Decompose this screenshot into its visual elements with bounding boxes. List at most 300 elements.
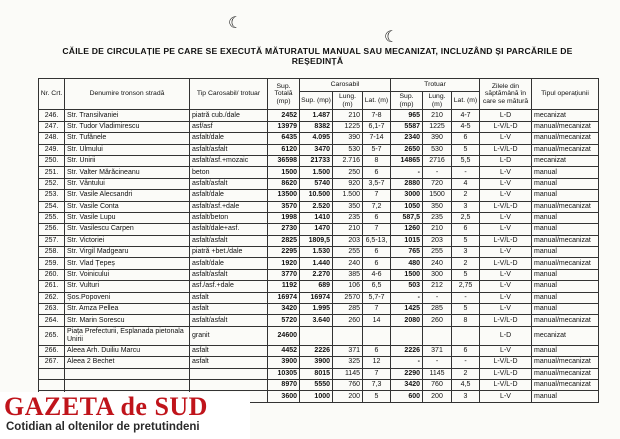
- header-operatii: Tipul operațiunii: [532, 79, 599, 110]
- cell-c-lat: 6: [363, 167, 391, 178]
- cell-op: manual/mecanizat: [532, 133, 599, 144]
- cell-nr: 248.: [39, 133, 65, 144]
- cell-t-lung: 1500: [423, 190, 452, 201]
- cell-t-sup: -: [391, 292, 423, 303]
- cell-t-sup: 2226: [391, 345, 423, 356]
- cell-c-lung: 210: [333, 224, 363, 235]
- cell-op: manual: [532, 269, 599, 280]
- cell-c-lung: 240: [333, 258, 363, 269]
- cell-op: manual/mecanizat: [532, 357, 599, 368]
- cell-nr: 261.: [39, 281, 65, 292]
- cell-op: mecanizat: [532, 110, 599, 121]
- table-row: [39, 379, 599, 390]
- cell-t-sup: 587,5: [391, 212, 423, 223]
- cell-t-sup: 965: [391, 110, 423, 121]
- cell-nr: [39, 368, 65, 379]
- cell-name: Str. Virgil Madgearu: [65, 247, 190, 258]
- cell-c-lung: 203: [333, 235, 363, 246]
- cell-total: 1920: [268, 258, 300, 269]
- cell-nr: 255.: [39, 212, 65, 223]
- cell-op: manual/mecanizat: [532, 258, 599, 269]
- cell-zile: L-V/L-D: [480, 357, 532, 368]
- cell-t-lung: 235: [423, 212, 452, 223]
- cell-zile: L-V/L-D: [480, 121, 532, 132]
- cell-nr: 267.: [39, 357, 65, 368]
- cell-c-lat: 6: [363, 212, 391, 223]
- cell-zile: L-V: [480, 178, 532, 189]
- cell-c-lung: 1.500: [333, 190, 363, 201]
- table-row: [39, 304, 599, 315]
- cell-c-lat: 14: [363, 315, 391, 326]
- cell-name: Str. Valter Mărăcineanu: [65, 167, 190, 178]
- cell-type: [190, 379, 268, 390]
- cell-name: Str. Voinicului: [65, 269, 190, 280]
- header-zile: Zilele din săptămână în care se mătură: [480, 79, 532, 110]
- cell-t-lat: 6: [452, 133, 480, 144]
- crescent-mark-icon: ☾: [228, 15, 243, 32]
- cell-c-sup: 1000: [300, 391, 333, 402]
- cell-type: asfalt/asf.+dale: [190, 201, 268, 212]
- cell-c-lat: 4-6: [363, 269, 391, 280]
- cell-t-sup: 1500: [391, 269, 423, 280]
- cell-type: asfalt/dale: [190, 258, 268, 269]
- cell-t-lung: -: [423, 357, 452, 368]
- header-t-sup: Sup. (mp): [391, 92, 423, 110]
- cell-zile: L-V/L-D: [480, 144, 532, 155]
- cell-op: manual: [532, 281, 599, 292]
- cell-op: mecanizat: [532, 326, 599, 345]
- table-row: [39, 315, 599, 326]
- header-c-lat: Lat. (m): [363, 92, 391, 110]
- cell-t-lung: 285: [423, 304, 452, 315]
- cell-t-lung: 212: [423, 281, 452, 292]
- cell-op: manual: [532, 391, 599, 402]
- cell-c-sup: 1470: [300, 224, 333, 235]
- cell-t-lung: 240: [423, 258, 452, 269]
- crescent-mark-icon: ☾: [384, 29, 399, 46]
- cell-c-lung: [333, 326, 363, 345]
- cell-name: Str. Tudor Vladimirescu: [65, 121, 190, 132]
- cell-c-lat: 7-8: [363, 110, 391, 121]
- cell-op: manual: [532, 304, 599, 315]
- cell-c-sup: 1.440: [300, 258, 333, 269]
- cell-c-lat: 6: [363, 258, 391, 269]
- cell-t-lat: 4-5: [452, 121, 480, 132]
- header-name: Denumire tronson stradă: [65, 79, 190, 110]
- cell-name: [65, 368, 190, 379]
- cell-op: manual/mecanizat: [532, 144, 599, 155]
- cell-t-lat: 5: [452, 235, 480, 246]
- cell-t-lung: 390: [423, 133, 452, 144]
- cell-type: asfalt/asfalt: [190, 315, 268, 326]
- cell-zile: L-V: [480, 292, 532, 303]
- cell-type: asfalt/asfalt: [190, 144, 268, 155]
- cell-type: asfalt/asfalt: [190, 235, 268, 246]
- cell-zile: L-V: [480, 345, 532, 356]
- cell-t-sup: 765: [391, 247, 423, 258]
- cell-nr: 262.: [39, 292, 65, 303]
- cell-total: 3420: [268, 304, 300, 315]
- header-t-lung: Lung. (m): [423, 92, 452, 110]
- cell-nr: 249.: [39, 144, 65, 155]
- table-row: [39, 368, 599, 379]
- cell-type: piatră cub./dale: [190, 110, 268, 121]
- cell-type: granit: [190, 326, 268, 345]
- cell-c-sup: 1.530: [300, 247, 333, 258]
- cell-name: [65, 379, 190, 390]
- cell-c-lat: 7: [363, 224, 391, 235]
- cell-c-sup: 1.995: [300, 304, 333, 315]
- cell-nr: 251.: [39, 167, 65, 178]
- cell-c-lung: 390: [333, 133, 363, 144]
- streets-table: [38, 78, 599, 403]
- cell-t-lat: 2,75: [452, 281, 480, 292]
- table-row: [39, 235, 599, 246]
- cell-c-lat: 3,5-7: [363, 178, 391, 189]
- cell-c-sup: 689: [300, 281, 333, 292]
- header-t-lat: Lat. (m): [452, 92, 480, 110]
- cell-t-lung: 200: [423, 391, 452, 402]
- cell-zile: L-V/L-D: [480, 235, 532, 246]
- cell-c-lung: 760: [333, 379, 363, 390]
- cell-t-lung: 1225: [423, 121, 452, 132]
- cell-t-lat: 4-7: [452, 110, 480, 121]
- cell-total: 6120: [268, 144, 300, 155]
- table-row: [39, 201, 599, 212]
- cell-nr: 247.: [39, 121, 65, 132]
- cell-total: 8620: [268, 178, 300, 189]
- newspaper-logo: [0, 392, 250, 439]
- cell-zile: L-V: [480, 167, 532, 178]
- table-row: [39, 247, 599, 258]
- title-line-1: CĂILE DE CIRCULAȚIE PE CARE SE EXECUTĂ MĂTURATUL MANUAL SAU MECANIZAT, INCLUZÂND ȘI PARCĂRILE DE: [62, 46, 573, 56]
- cell-t-lung: 720: [423, 178, 452, 189]
- cell-c-lung: 1145: [333, 368, 363, 379]
- cell-name: Aleea 2 Bechet: [65, 357, 190, 368]
- cell-zile: L-V: [480, 269, 532, 280]
- cell-type: piatră +bet./dale: [190, 247, 268, 258]
- cell-t-lung: -: [423, 292, 452, 303]
- cell-c-lat: 7,2: [363, 201, 391, 212]
- cell-name: Str. Tufănele: [65, 133, 190, 144]
- cell-t-lung: 260: [423, 315, 452, 326]
- cell-t-sup: 2290: [391, 368, 423, 379]
- cell-t-sup: 5587: [391, 121, 423, 132]
- cell-total: 2295: [268, 247, 300, 258]
- cell-op: manual: [532, 178, 599, 189]
- cell-zile: L-V: [480, 224, 532, 235]
- cell-op: manual/mecanizat: [532, 379, 599, 390]
- cell-type: asfalt: [190, 357, 268, 368]
- cell-total: 10305: [268, 368, 300, 379]
- cell-op: manual: [532, 167, 599, 178]
- cell-zile: L-V: [480, 133, 532, 144]
- cell-t-sup: 1425: [391, 304, 423, 315]
- cell-t-sup: 14865: [391, 155, 423, 166]
- cell-type: asfalt: [190, 304, 268, 315]
- cell-op: manual/mecanizat: [532, 201, 599, 212]
- table-row: [39, 155, 599, 166]
- cell-nr: 254.: [39, 201, 65, 212]
- cell-op: manual: [532, 190, 599, 201]
- cell-t-lung: [423, 326, 452, 345]
- cell-type: asf/asf: [190, 121, 268, 132]
- cell-name: Str. Vlad Țepeș: [65, 258, 190, 269]
- cell-t-sup: 1260: [391, 224, 423, 235]
- cell-op: manual/mecanizat: [532, 315, 599, 326]
- cell-t-sup: 1015: [391, 235, 423, 246]
- cell-t-lung: 530: [423, 144, 452, 155]
- cell-total: 24600: [268, 326, 300, 345]
- cell-nr: 266.: [39, 345, 65, 356]
- cell-t-lat: 5: [452, 144, 480, 155]
- cell-t-lat: -: [452, 167, 480, 178]
- cell-t-lung: 300: [423, 269, 452, 280]
- cell-c-sup: 3470: [300, 144, 333, 155]
- cell-nr: 263.: [39, 304, 65, 315]
- cell-total: 8970: [268, 379, 300, 390]
- cell-nr: 264.: [39, 315, 65, 326]
- cell-name: Aleea Arh. Duiliu Marcu: [65, 345, 190, 356]
- cell-name: Str. Vântului: [65, 178, 190, 189]
- cell-c-lat: 7: [363, 190, 391, 201]
- cell-t-sup: -: [391, 167, 423, 178]
- document-title: [40, 46, 595, 66]
- cell-zile: L-V/L-D: [480, 379, 532, 390]
- cell-type: asf./asf.+dale: [190, 281, 268, 292]
- cell-total: 3900: [268, 357, 300, 368]
- cell-c-lung: 200: [333, 391, 363, 402]
- cell-zile: L-D: [480, 155, 532, 166]
- table-row: [39, 190, 599, 201]
- cell-total: 1998: [268, 212, 300, 223]
- cell-nr: 256.: [39, 224, 65, 235]
- cell-total: 2452: [268, 110, 300, 121]
- logo-name: GAZETA de SUD: [4, 392, 208, 421]
- cell-zile: L-V: [480, 304, 532, 315]
- cell-t-lung: 1145: [423, 368, 452, 379]
- cell-zile: L-V: [480, 281, 532, 292]
- table-body: [39, 110, 599, 402]
- cell-op: manual: [532, 224, 599, 235]
- cell-t-lat: 5: [452, 304, 480, 315]
- cell-c-lat: 7,3: [363, 379, 391, 390]
- cell-t-lat: -: [452, 292, 480, 303]
- cell-t-lat: 3: [452, 247, 480, 258]
- cell-total: 3770: [268, 269, 300, 280]
- header-nr: Nr. Crt.: [39, 79, 65, 110]
- cell-total: 13500: [268, 190, 300, 201]
- cell-t-lat: 5: [452, 269, 480, 280]
- cell-c-lat: 5,7-7: [363, 292, 391, 303]
- cell-t-lat: 3: [452, 391, 480, 402]
- cell-t-lat: 2: [452, 258, 480, 269]
- cell-c-lung: 106: [333, 281, 363, 292]
- cell-type: beton: [190, 167, 268, 178]
- cell-total: 36598: [268, 155, 300, 166]
- cell-name: Str. Vasile Conta: [65, 201, 190, 212]
- cell-c-lung: 260: [333, 315, 363, 326]
- cell-name: Str. Amza Pellea: [65, 304, 190, 315]
- cell-t-sup: 1050: [391, 201, 423, 212]
- cell-t-lat: 4: [452, 178, 480, 189]
- cell-zile: L-V: [480, 212, 532, 223]
- cell-c-sup: 16974: [300, 292, 333, 303]
- cell-c-lat: 7-14: [363, 133, 391, 144]
- cell-t-lung: 255: [423, 247, 452, 258]
- cell-name: Str. Vasile Alecsandri: [65, 190, 190, 201]
- cell-c-sup: 2.270: [300, 269, 333, 280]
- cell-t-lung: -: [423, 167, 452, 178]
- cell-zile: L-V: [480, 190, 532, 201]
- cell-type: asfalt/dale+asf.: [190, 224, 268, 235]
- cell-t-sup: 3000: [391, 190, 423, 201]
- cell-c-sup: 1410: [300, 212, 333, 223]
- cell-c-sup: 1.500: [300, 167, 333, 178]
- cell-c-sup: 2.520: [300, 201, 333, 212]
- cell-op: manual/mecanizat: [532, 235, 599, 246]
- table-row: [39, 110, 599, 121]
- table-row: [39, 357, 599, 368]
- cell-op: manual/mecanizat: [532, 121, 599, 132]
- cell-total: 2825: [268, 235, 300, 246]
- cell-c-lung: 235: [333, 212, 363, 223]
- cell-c-lat: 8: [363, 155, 391, 166]
- cell-t-sup: -: [391, 357, 423, 368]
- cell-total: 3600: [268, 391, 300, 402]
- cell-nr: 257.: [39, 235, 65, 246]
- cell-c-lung: 385: [333, 269, 363, 280]
- cell-nr: [39, 379, 65, 390]
- cell-t-lat: -: [452, 357, 480, 368]
- cell-total: 1192: [268, 281, 300, 292]
- header-type: Tip Carosabil/ trotuar: [190, 79, 268, 110]
- table-row: [39, 258, 599, 269]
- cell-t-lung: 210: [423, 110, 452, 121]
- cell-nr: 258.: [39, 247, 65, 258]
- cell-t-lat: 6: [452, 345, 480, 356]
- cell-c-sup: 5550: [300, 379, 333, 390]
- cell-c-lung: 210: [333, 110, 363, 121]
- table-row: [39, 144, 599, 155]
- cell-c-lung: 350: [333, 201, 363, 212]
- cell-t-sup: [391, 326, 423, 345]
- cell-total: 6435: [268, 133, 300, 144]
- cell-t-sup: 3420: [391, 379, 423, 390]
- cell-c-lat: [363, 326, 391, 345]
- cell-op: manual: [532, 292, 599, 303]
- cell-name: Piața Prefecturii, Esplanada pietonala Unirii: [65, 326, 190, 345]
- table-row: [39, 269, 599, 280]
- cell-type: asfalt: [190, 345, 268, 356]
- cell-c-lung: 325: [333, 357, 363, 368]
- cell-zile: L-V/L-D: [480, 315, 532, 326]
- table-row: [39, 178, 599, 189]
- cell-c-lat: 6: [363, 247, 391, 258]
- cell-type: asfalt/asfalt: [190, 269, 268, 280]
- cell-t-lat: 2: [452, 190, 480, 201]
- cell-c-sup: 5740: [300, 178, 333, 189]
- table-row: [39, 121, 599, 132]
- cell-c-sup: 2226: [300, 345, 333, 356]
- cell-t-lat: 4,5: [452, 379, 480, 390]
- cell-zile: L-D: [480, 326, 532, 345]
- cell-nr: 265.: [39, 326, 65, 345]
- cell-c-lung: 255: [333, 247, 363, 258]
- cell-c-sup: 3900: [300, 357, 333, 368]
- cell-op: mecanizat: [532, 155, 599, 166]
- cell-name: Str. Ulmului: [65, 144, 190, 155]
- cell-name: Str. Marin Sorescu: [65, 315, 190, 326]
- cell-c-lung: 2570: [333, 292, 363, 303]
- cell-type: asfalt/asfalt: [190, 178, 268, 189]
- table-row: [39, 345, 599, 356]
- cell-c-lung: 250: [333, 167, 363, 178]
- cell-t-sup: 2880: [391, 178, 423, 189]
- cell-total: 16974: [268, 292, 300, 303]
- cell-total: 3570: [268, 201, 300, 212]
- cell-total: 2730: [268, 224, 300, 235]
- cell-t-sup: 480: [391, 258, 423, 269]
- cell-total: 1500: [268, 167, 300, 178]
- cell-c-lung: 1225: [333, 121, 363, 132]
- cell-zile: L-V: [480, 247, 532, 258]
- cell-t-lat: 8: [452, 315, 480, 326]
- cell-t-sup: 503: [391, 281, 423, 292]
- cell-t-sup: 2650: [391, 144, 423, 155]
- header-trotuar: Trotuar: [391, 79, 480, 92]
- cell-t-lung: 371: [423, 345, 452, 356]
- cell-nr: 260.: [39, 269, 65, 280]
- cell-c-lat: 5-7: [363, 144, 391, 155]
- cell-nr: 253.: [39, 190, 65, 201]
- cell-name: Str. Vulturi: [65, 281, 190, 292]
- cell-nr: 250.: [39, 155, 65, 166]
- cell-c-lung: 285: [333, 304, 363, 315]
- cell-op: manual: [532, 212, 599, 223]
- cell-name: Str. Unirii: [65, 155, 190, 166]
- table-row: [39, 326, 599, 345]
- cell-type: asfalt/dale: [190, 133, 268, 144]
- cell-type: asfalt/dale: [190, 190, 268, 201]
- title-line-2: REȘEDINȚĂ: [291, 56, 344, 66]
- header-c-sup: Sup. (mp): [300, 92, 333, 110]
- cell-t-lat: 6: [452, 224, 480, 235]
- cell-t-lung: 760: [423, 379, 452, 390]
- cell-c-sup: 21733: [300, 155, 333, 166]
- cell-c-lat: 6: [363, 345, 391, 356]
- cell-c-sup: 8015: [300, 368, 333, 379]
- cell-total: 5720: [268, 315, 300, 326]
- cell-t-lat: 2: [452, 368, 480, 379]
- cell-type: asfalt/asf.+mozaic: [190, 155, 268, 166]
- cell-c-lung: 2.716: [333, 155, 363, 166]
- cell-c-sup: 3.640: [300, 315, 333, 326]
- cell-c-sup: 1809,5: [300, 235, 333, 246]
- table-row: [39, 133, 599, 144]
- cell-t-lat: 3: [452, 201, 480, 212]
- table-row: [39, 224, 599, 235]
- cell-zile: L-D: [480, 110, 532, 121]
- cell-t-lung: 2716: [423, 155, 452, 166]
- cell-name: Str. Vasile Lupu: [65, 212, 190, 223]
- cell-zile: L-V: [480, 391, 532, 402]
- cell-t-lat: 5,5: [452, 155, 480, 166]
- cell-zile: L-V/L-D: [480, 258, 532, 269]
- table-row: [39, 292, 599, 303]
- cell-c-lung: 371: [333, 345, 363, 356]
- cell-name: Șos.Popoveni: [65, 292, 190, 303]
